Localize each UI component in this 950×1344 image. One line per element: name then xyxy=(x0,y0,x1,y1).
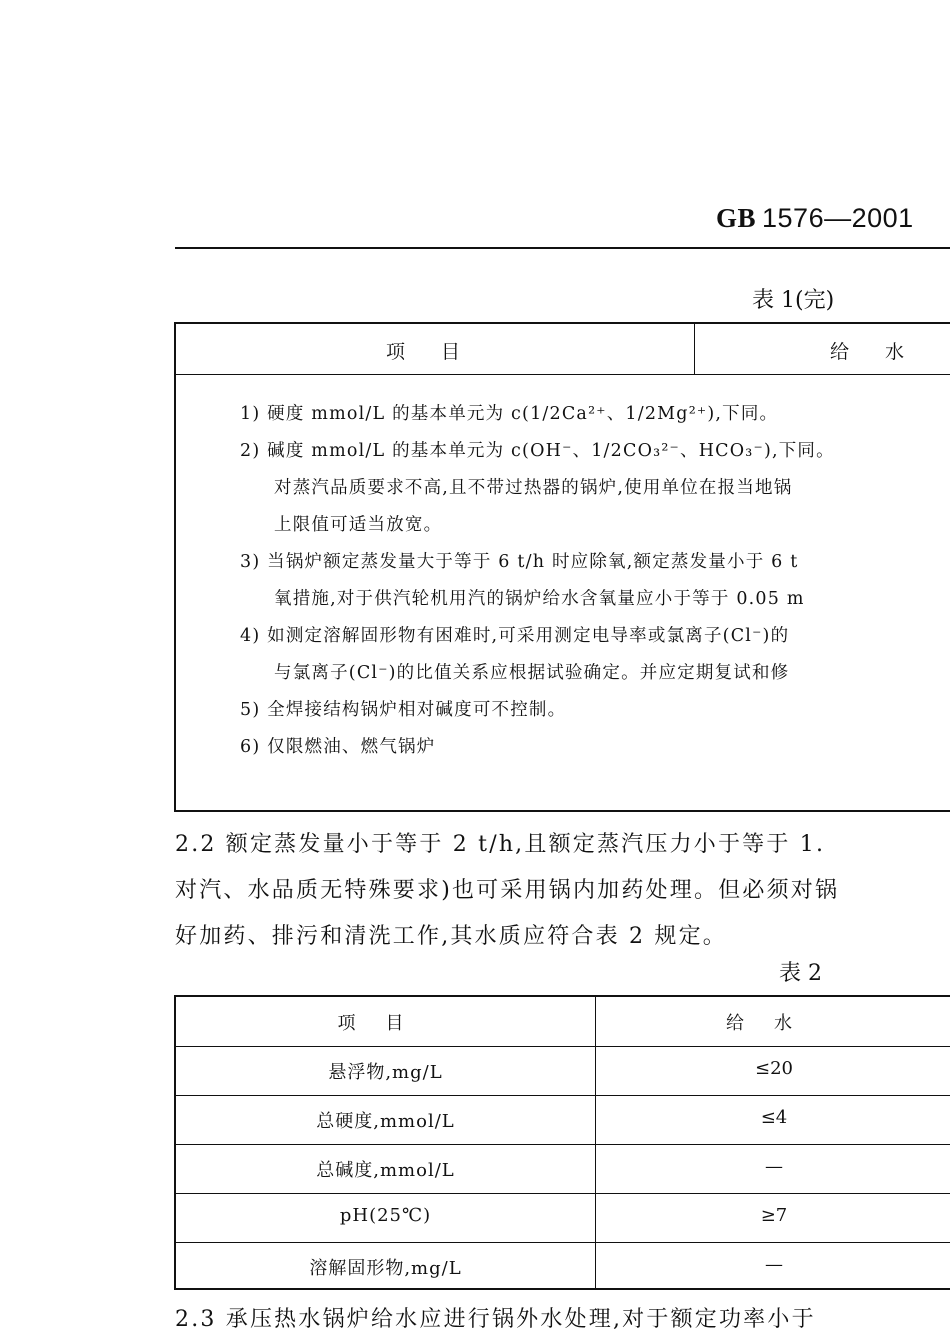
standard-number: 1576—2001 xyxy=(762,203,914,233)
table-row xyxy=(176,1242,950,1291)
table2-col-item: 项目 xyxy=(337,1013,434,1034)
standard-prefix: GB xyxy=(716,203,757,233)
section-2-2-line-1: 2.2 额定蒸发量小于等于 2 t/h,且额定蒸汽压力小于等于 1. xyxy=(175,832,826,857)
row-feed-value: — xyxy=(765,1156,783,1177)
note-3-cont: 氧措施,对于供汽轮机用汽的锅炉给水含氧量应小于等于 0.05 m xyxy=(274,589,805,609)
note-2: 2) 碱度 mmol/L 的基本单元为 c(OH⁻、1/2CO₃²⁻、HCO₃⁻),下同。 xyxy=(240,441,835,461)
row-feed-value: ≤4 xyxy=(760,1107,788,1128)
note-4: 4) 如测定溶解固形物有困难时,可采用测定电导率或氯离子(Cl⁻)的 xyxy=(240,626,790,646)
table-row xyxy=(176,1193,950,1243)
table-row xyxy=(176,1144,950,1194)
table-row xyxy=(176,1046,950,1096)
row-feed-value: ≤20 xyxy=(755,1058,793,1079)
note-2-cont-2: 上限值可适当放宽。 xyxy=(274,515,443,535)
section-2-2-line-3: 好加药、排污和清洗工作,其水质应符合表 2 规定。 xyxy=(175,924,727,949)
row-item: 总硬度,mmol/L xyxy=(316,1111,455,1132)
section-2-3-line-1: 2.3 承压热水锅炉给水应进行锅外水处理,对于额定功率小于 xyxy=(175,1307,816,1332)
table1-header-row xyxy=(176,324,950,375)
note-3: 3) 当锅炉额定蒸发量大于等于 6 t/h 时应除氧,额定蒸发量小于 6 t xyxy=(240,552,799,572)
row-item: 总碱度,mmol/L xyxy=(316,1160,455,1181)
table1-col-item: 项目 xyxy=(386,341,497,363)
table1-column-divider xyxy=(694,324,695,374)
row-feed-value: — xyxy=(765,1254,783,1275)
table1-caption: 表 1(完) xyxy=(752,288,835,313)
note-5: 5) 全焊接结构锅炉相对碱度可不控制。 xyxy=(240,700,567,720)
table2-caption: 表 2 xyxy=(779,961,822,986)
section-2-2-line-2: 对汽、水品质无特殊要求)也可采用锅内加药处理。但必须对锅 xyxy=(175,878,840,903)
row-item: 悬浮物,mg/L xyxy=(328,1062,443,1083)
table1-col-feedwater: 给水 xyxy=(830,341,941,363)
row-feed-value: ≥7 xyxy=(760,1205,788,1226)
note-4-cont: 与氯离子(Cl⁻)的比值关系应根据试验确定。并应定期复试和修 xyxy=(274,663,790,683)
table2-col-feedwater: 给水 xyxy=(726,1013,822,1034)
table1 xyxy=(174,322,950,812)
table2-header-row xyxy=(176,997,950,1047)
row-item: 溶解固形物,mg/L xyxy=(309,1258,462,1279)
table-row xyxy=(176,1095,950,1145)
row-item: pH(25℃) xyxy=(339,1205,432,1226)
standard-code xyxy=(716,203,914,234)
note-1: 1) 硬度 mmol/L 的基本单元为 c(1/2Ca²⁺、1/2Mg²⁺),下同。 xyxy=(240,404,779,424)
note-2-cont-1: 对蒸汽品质要求不高,且不带过热器的锅炉,使用单位在报当地锅 xyxy=(274,478,793,498)
table2 xyxy=(174,995,950,1290)
note-6: 6) 仅限燃油、燃气锅炉 xyxy=(240,737,436,757)
header-rule xyxy=(175,247,950,249)
